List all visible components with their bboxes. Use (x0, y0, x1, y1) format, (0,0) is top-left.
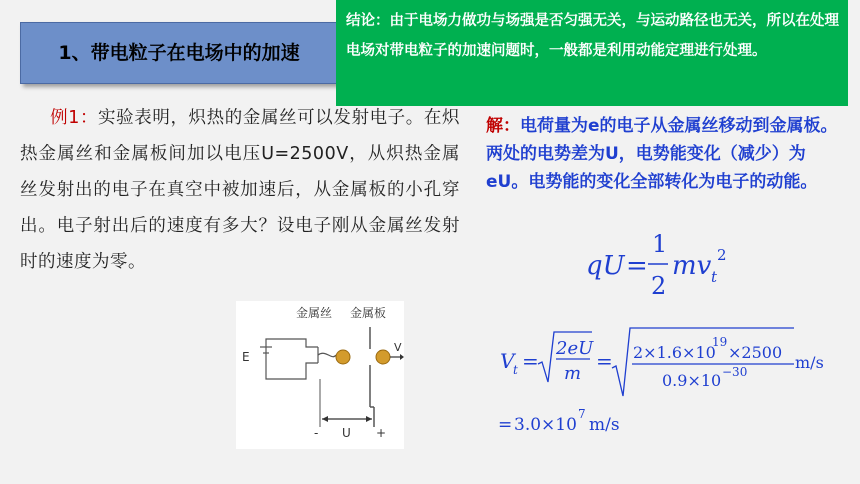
metal-plate (370, 327, 374, 427)
f2-unit: m/s (795, 353, 824, 372)
f3-exp: 7 (578, 407, 586, 421)
f2-eq1: = (522, 349, 539, 373)
filament-symbol (318, 347, 336, 363)
electron-exiting (376, 350, 390, 364)
velocity-arrowhead (400, 354, 404, 360)
formula-result (496, 404, 656, 440)
f3-unit: m/s (589, 415, 620, 435)
formula-kinetic-energy (580, 228, 730, 306)
u-arrowhead-left (322, 416, 328, 422)
f1-sub: t (711, 268, 718, 286)
example-text: 实验表明，炽热的金属丝可以发射电子。在炽热金属丝和金属板间加以电压U=2500V，从炽热金属丝发射出的电子在真空中被加速后，从金属板的小孔穿出。电子射出后的速度有多大？设电子刚从金属丝发射时的速度为零。 (20, 108, 460, 272)
solution-label: 解： (486, 116, 520, 136)
f2-big-num-exp: 19 (712, 335, 728, 349)
f3-eq: = (498, 415, 513, 435)
label-E: E (242, 350, 250, 364)
section-title: 1、带电粒子在电场中的加速 (20, 22, 338, 84)
f2-lhs-sub: t (513, 363, 518, 377)
f1-sup: 2 (717, 246, 727, 264)
label-minus: - (314, 426, 319, 440)
f2-root-num: 2eU (556, 338, 594, 359)
f2-big-num-tail: ×2500 (728, 343, 783, 362)
f3-value: 3.0×10 (514, 415, 577, 435)
f1-lhs: qU (586, 251, 625, 281)
example-label: 例1： (50, 108, 99, 128)
label-U: U (342, 426, 351, 440)
example-problem (20, 100, 460, 280)
f2-big-den-exp: −30 (722, 365, 748, 379)
label-wire: 金属丝 (296, 306, 333, 320)
f1-eq: = (626, 251, 648, 281)
f2-eq2: = (596, 349, 613, 373)
u-arrowhead-right (366, 416, 372, 422)
solution-text (486, 112, 846, 196)
formula-velocity (496, 324, 846, 404)
f1-num: 1 (652, 230, 668, 258)
label-plus: + (376, 426, 387, 440)
electron-at-wire (336, 350, 350, 364)
f2-lhs: V (500, 349, 515, 373)
conclusion-box: 结论：由于电场力做功与场强是否匀强无关，与运动路径也无关，所以在处理电场对带电粒子的加速问题时，一般都是利用动能定理进行处理。 (336, 0, 848, 106)
circuit-diagram (236, 301, 404, 449)
solution-body: 电荷量为e的电子从金属丝移动到金属板。两处的电势差为U，电势能变化（减少）为eU。电势能的变化全部转化为电子的动能。 (486, 116, 838, 192)
f1-den: 2 (651, 272, 667, 300)
f2-big-num: 2×1.6×10 (633, 343, 716, 362)
label-plate: 金属板 (350, 306, 387, 320)
label-V: V (394, 341, 402, 354)
f2-big-den: 0.9×10 (662, 371, 722, 390)
f2-root-den: m (564, 363, 582, 384)
f1-rhs: mv (672, 251, 712, 281)
battery-symbol (260, 339, 318, 379)
